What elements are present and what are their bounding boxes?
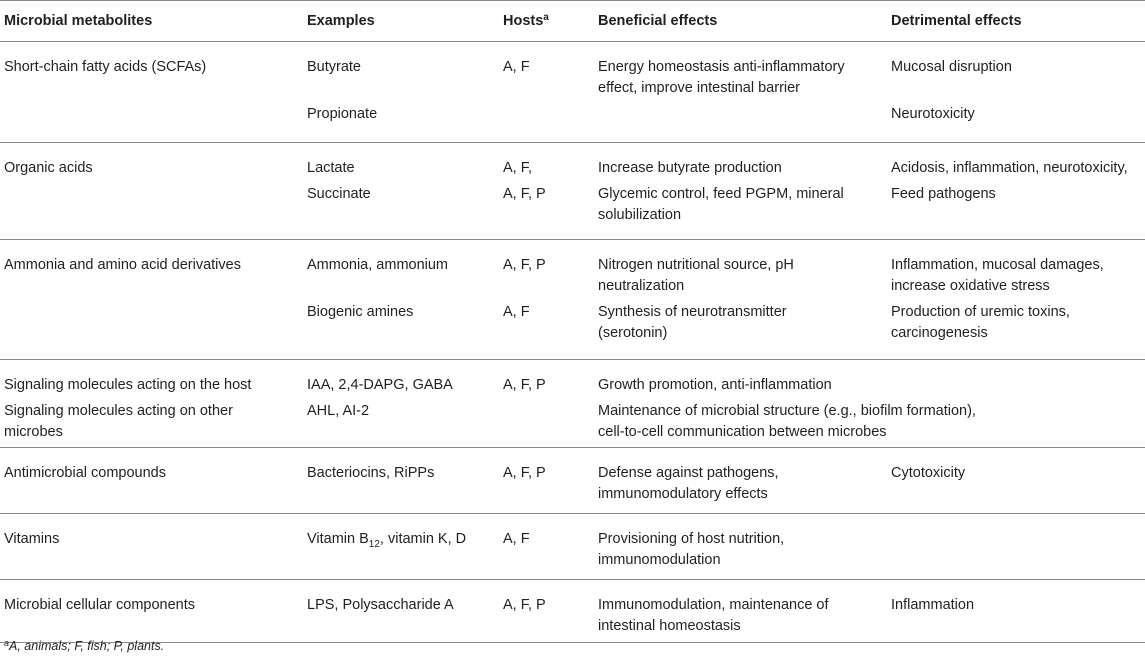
cell-metabolite bbox=[0, 99, 303, 142]
cell-line: Defense against pathogens, bbox=[598, 465, 779, 481]
cell-example: LPS, Polysaccharide A bbox=[303, 580, 499, 643]
cell-line: intestinal homeostasis bbox=[598, 618, 741, 634]
cell-hosts: A, F bbox=[499, 297, 594, 359]
cell-detrimental bbox=[887, 297, 1145, 359]
cell-line: Energy homeostasis anti-inflammatory bbox=[598, 59, 845, 75]
table-row bbox=[0, 42, 1145, 100]
header-beneficial: Beneficial effects bbox=[594, 1, 887, 42]
table-row bbox=[0, 240, 1145, 298]
cell-line: neutralization bbox=[598, 278, 685, 294]
table-footnote bbox=[4, 639, 164, 653]
cell-example: Lactate bbox=[307, 159, 355, 176]
header-metabolites: Microbial metabolites bbox=[0, 1, 303, 42]
cell-beneficial bbox=[594, 42, 887, 100]
example-text: Vitamin B bbox=[307, 531, 369, 547]
cell-detrimental: Cytotoxicity bbox=[887, 448, 1145, 514]
cell-hosts: A, F, P bbox=[503, 376, 546, 393]
cell-line: Signaling molecules acting on other bbox=[4, 402, 233, 419]
example-text: , vitamin K, D bbox=[379, 531, 467, 547]
cell-line: immunomodulatory effects bbox=[598, 486, 768, 502]
cell-beneficial bbox=[594, 297, 887, 359]
cell-beneficial bbox=[594, 179, 887, 240]
cell-line: carcinogenesis bbox=[891, 325, 988, 341]
table-row bbox=[0, 514, 1145, 580]
cell-example: Butyrate bbox=[307, 59, 361, 75]
cell-metabolite: Signaling molecules acting on the host bbox=[4, 376, 252, 393]
cell-beneficial bbox=[594, 514, 887, 580]
cell-metabolite: Microbial cellular components bbox=[0, 580, 303, 643]
cell-example: Biogenic amines bbox=[303, 297, 499, 359]
cell-beneficial: Increase butyrate production bbox=[598, 159, 782, 176]
cell-example: IAA, 2,4-DAPG, GABA bbox=[307, 376, 453, 393]
cell-line: Immunomodulation, maintenance of bbox=[598, 597, 829, 613]
cell-example: Propionate bbox=[303, 99, 499, 142]
cell-detrimental: Neurotoxicity bbox=[887, 99, 1145, 142]
cell-detrimental: Acidosis, inflammation, neurotoxicity, bbox=[891, 159, 1128, 176]
cell-line: Provisioning of host nutrition, bbox=[598, 531, 785, 547]
table-row bbox=[0, 179, 1145, 240]
cell-metabolite bbox=[0, 179, 303, 240]
cell-line: Glycemic control, feed PGPM, mineral bbox=[598, 185, 844, 202]
cell-hosts: A, F, P bbox=[499, 580, 594, 643]
cell-beneficial: Growth promotion, anti-inflammation bbox=[598, 376, 832, 393]
cell-beneficial bbox=[594, 580, 887, 643]
cell-line: immunomodulation bbox=[598, 552, 721, 568]
cell-line: Maintenance of microbial structure (e.g., biofilm formation), bbox=[598, 402, 976, 419]
cell-detrimental: Feed pathogens bbox=[887, 179, 1145, 240]
cell-metabolite: Ammonia and amino acid derivatives bbox=[4, 257, 241, 273]
cell-hosts: A, F, P bbox=[503, 257, 546, 273]
cell-detrimental bbox=[887, 240, 1145, 298]
cell-beneficial bbox=[594, 448, 887, 514]
cell-hosts: A, F, P bbox=[499, 179, 594, 240]
cell-metabolite: Antimicrobial compounds bbox=[0, 448, 303, 514]
cell-detrimental: Inflammation bbox=[887, 580, 1145, 643]
table-row bbox=[0, 359, 1145, 396]
cell-example: Bacteriocins, RiPPs bbox=[303, 448, 499, 514]
cell-metabolite: Organic acids bbox=[4, 159, 93, 176]
cell-hosts: A, F, P bbox=[499, 448, 594, 514]
cell-hosts: A, F bbox=[503, 59, 530, 75]
footnote-text: A, animals; F, fish; P, plants. bbox=[9, 639, 165, 653]
cell-metabolite: Vitamins bbox=[0, 514, 303, 580]
table-row bbox=[0, 448, 1145, 514]
cell-metabolite bbox=[0, 396, 303, 448]
footnote-mark: a bbox=[4, 638, 10, 648]
cell-line: cell-to-cell communication between microbes bbox=[598, 423, 887, 440]
cell-line: Inflammation, mucosal damages, bbox=[891, 257, 1104, 273]
cell-hosts bbox=[499, 396, 594, 448]
cell-line: Synthesis of neurotransmitter bbox=[598, 304, 787, 320]
header-hosts-label: Hosts bbox=[503, 13, 544, 29]
cell-metabolite: Short-chain fatty acids (SCFAs) bbox=[4, 59, 207, 75]
cell-hosts: A, F, bbox=[503, 159, 533, 176]
cell-detrimental bbox=[887, 514, 1145, 580]
table-row bbox=[0, 580, 1145, 643]
header-hosts bbox=[499, 1, 594, 42]
header-examples: Examples bbox=[303, 1, 499, 42]
cell-line: Nitrogen nutritional source, pH bbox=[598, 257, 794, 273]
cell-metabolite bbox=[0, 297, 303, 359]
cell-line: solubilization bbox=[598, 206, 682, 223]
cell-example: Succinate bbox=[303, 179, 499, 240]
cell-example bbox=[303, 514, 499, 580]
example-subscript: 12 bbox=[368, 539, 380, 550]
cell-example: AHL, AI-2 bbox=[303, 396, 499, 448]
cell-detrimental: Mucosal disruption bbox=[891, 59, 1012, 75]
header-row bbox=[0, 1, 1145, 42]
cell-line: effect, improve intestinal barrier bbox=[598, 80, 801, 96]
cell-beneficial bbox=[594, 396, 1145, 448]
cell-hosts bbox=[499, 99, 594, 142]
header-hosts-footnote-mark: a bbox=[543, 12, 549, 23]
cell-example: Ammonia, ammonium bbox=[307, 257, 449, 273]
cell-line: increase oxidative stress bbox=[891, 278, 1050, 294]
cell-hosts: A, F bbox=[499, 514, 594, 580]
header-detrimental: Detrimental effects bbox=[887, 1, 1145, 42]
cell-line: (serotonin) bbox=[598, 325, 668, 341]
table-row bbox=[0, 297, 1145, 359]
table-row bbox=[0, 396, 1145, 448]
cell-line: microbes bbox=[4, 423, 63, 440]
table-row bbox=[0, 142, 1145, 179]
cell-beneficial bbox=[594, 99, 887, 142]
cell-line: Production of uremic toxins, bbox=[891, 304, 1070, 320]
cell-beneficial bbox=[594, 240, 887, 298]
table-row bbox=[0, 99, 1145, 142]
